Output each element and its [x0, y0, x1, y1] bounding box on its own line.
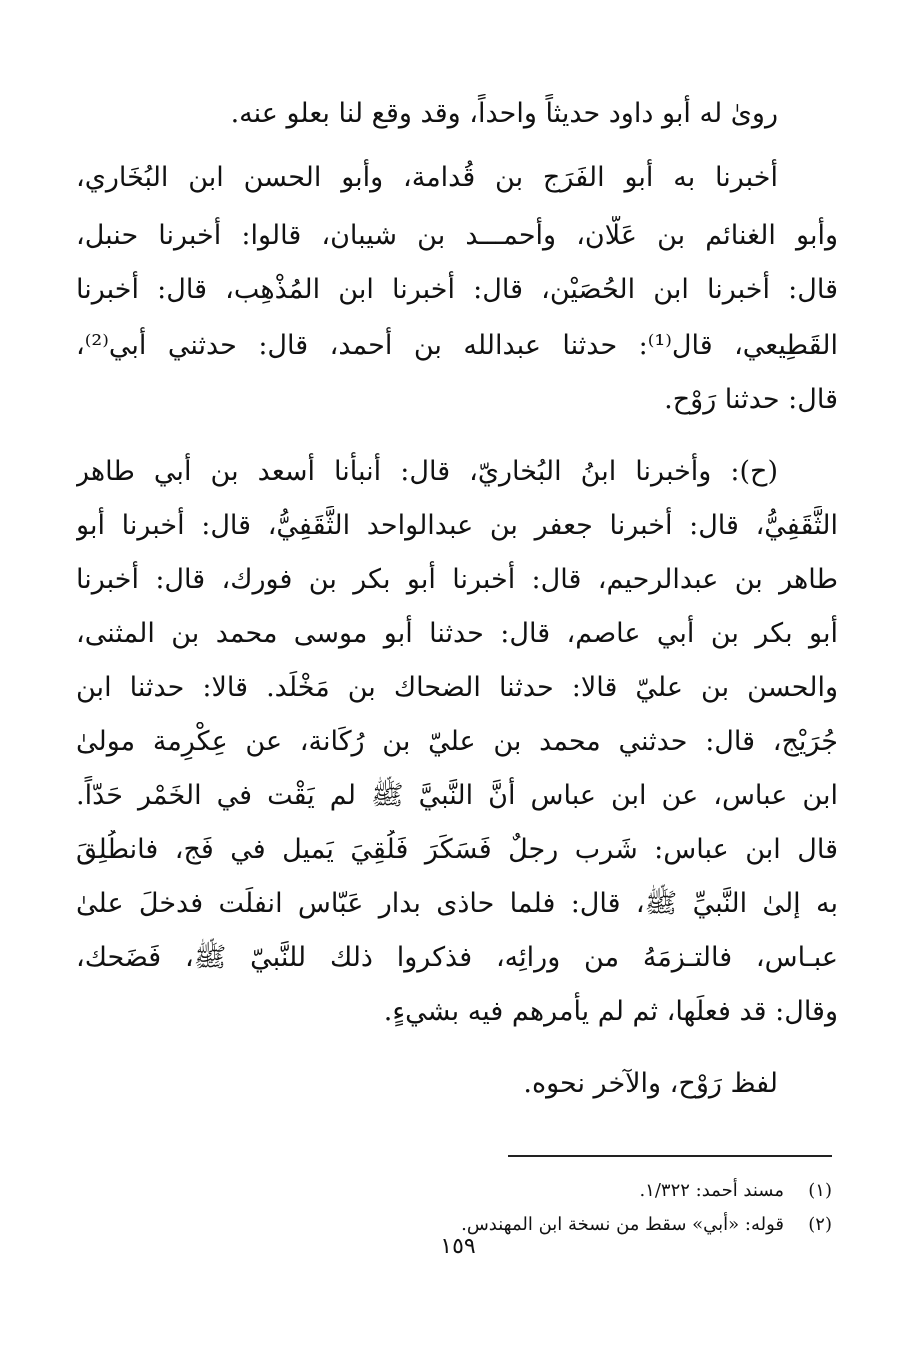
footnote-text: مسند أحمد: ١/٣٢٢.	[639, 1180, 784, 1201]
text-line: والحسن بن عليّ قالا: حدثنا الضحاك بن مَخْلَد. قالا: حدثنا ابن	[76, 672, 838, 703]
text-line: عبـاس، فالتـزمَهُ من ورائِه، فذكروا ذلك للنَّبيّ ﷺ، فَضَحك،	[76, 942, 838, 973]
text-line: رویٰ له أبو داود حديثاً واحداً، وقد وقع لنا بعلو عنه.	[230, 98, 778, 129]
footnote-separator	[508, 1155, 832, 1157]
text-line: القَطِيعي، قال⁽¹⁾: حدثنا عبدالله بن أحمد، قال: حدثني أبي⁽²⁾،	[76, 330, 838, 361]
text-line: أخبرنا به أبو الفَرَج بن قُدامة، وأبو الحسن ابن البُخَاري،	[76, 162, 778, 193]
text-line: ابن عباس، عن ابن عباس أنَّ النَّبيَّ ﷺ لم يَقْت في الخَمْر حَدّاً.	[76, 780, 838, 811]
text-line: وقال: قد فعلَها، ثم لم يأمرهم فيه بشيءٍ.	[383, 996, 838, 1027]
text-line: طاهر بن عبدالرحيم، قال: أخبرنا أبو بكر بن فورك، قال: أخبرنا	[76, 564, 838, 595]
text-line: قال ابن عباس: شَرب رجلٌ فَسَكَرَ فَلُقِيَ يَميل في فَج، فانطُلِقَ	[76, 834, 838, 865]
text-line: قال: حدثنا رَوْح.	[664, 384, 838, 415]
page-number: ١٥٩	[440, 1234, 476, 1259]
text-line: أبو بكر بن أبي عاصم، قال: حدثنا أبو موسى محمد بن المثنى،	[76, 618, 838, 649]
footnote-text: قوله: «أبي» سقط من نسخة ابن المهندس.	[461, 1214, 784, 1235]
footnote-number: (١)	[808, 1180, 832, 1201]
footnote	[200, 1178, 832, 1206]
text-line: (ح): وأخبرنا ابنُ البُخاريّ، قال: أنبأنا أسعد بن أبي طاهر	[76, 456, 778, 487]
text-line: وأبو الغنائم بن عَلّان، وأحمـــد بن شيبان، قالوا: أخبرنا حنبل،	[76, 220, 838, 251]
text-line: جُرَيْج، قال: حدثني محمد بن عليّ بن رُكَانة، عن عِكْرِمة مولىٰ	[76, 726, 838, 757]
text-line: الثَّقَفِيُّ، قال: أخبرنا جعفر بن عبدالواحد الثَّقَفِيُّ، قال: أخبرنا أبو	[76, 510, 838, 541]
footnote-number: (٢)	[808, 1214, 832, 1235]
text-line: قال: أخبرنا ابن الحُصَيْن، قال: أخبرنا ابن المُذْهِب، قال: أخبرنا	[76, 274, 838, 305]
text-line: لفظ رَوْح، والآخر نحوه.	[523, 1068, 778, 1099]
footnote	[200, 1212, 832, 1240]
text-line: به إلىٰ النَّبيِّ ﷺ، قال: فلما حاذى بدار عَبّاس انفلَت فدخلَ علىٰ	[76, 888, 838, 919]
